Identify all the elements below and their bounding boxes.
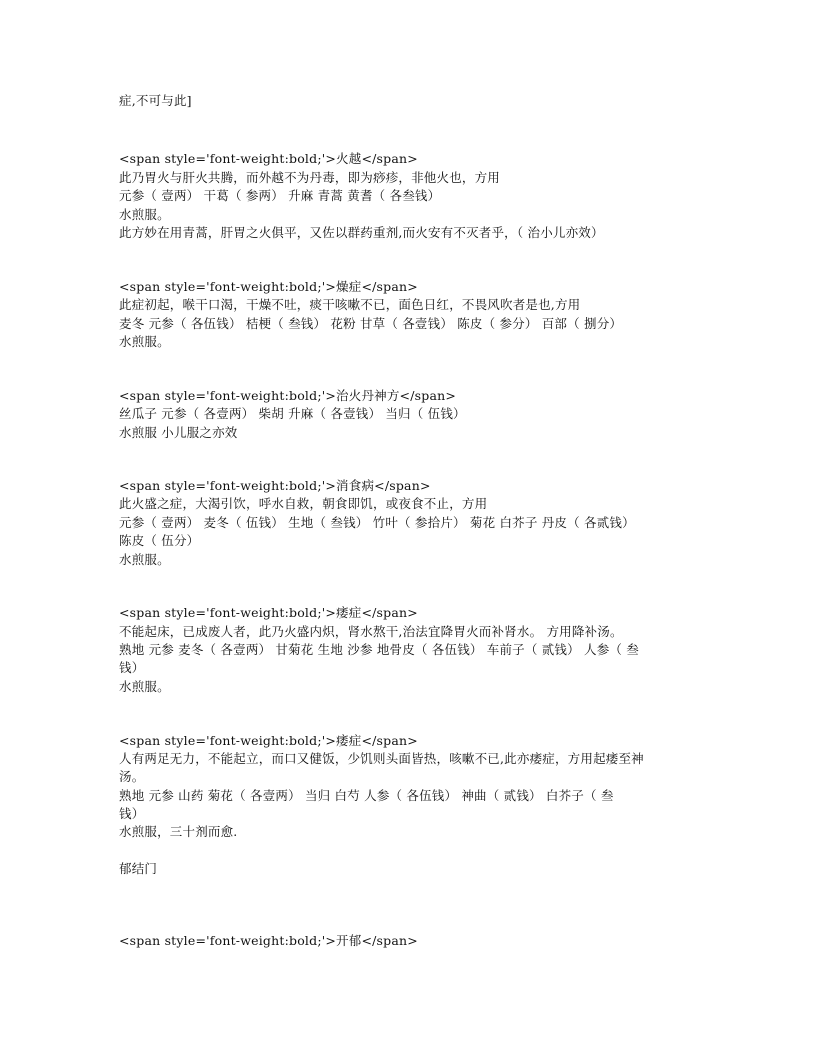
section-heading: <span style='font-weight:bold;'>火越</span> bbox=[119, 151, 418, 166]
section-heading: <span style='font-weight:bold;'>痿症</span> bbox=[119, 605, 418, 620]
text-line: 丝瓜子 元参（ 各壹两） 柴胡 升麻（ 各壹钱） 当归（ 伍钱） bbox=[119, 406, 466, 421]
text-line: 熟地 元参 麦冬（ 各壹两） 甘菊花 生地 沙参 地骨皮（ 各伍钱） 车前子（ 贰钱） 人参（ 叁 bbox=[119, 642, 639, 657]
text-line: 水煎服。 bbox=[119, 334, 170, 349]
chapter-title: 郁结门 bbox=[119, 861, 158, 876]
text-line: 此方妙在用青蒿，肝胃之火俱平，又佐以群药重剂,而火安有不灭者乎，（ 治小儿亦效） bbox=[119, 225, 604, 240]
text-line: 症,不可与此] bbox=[119, 93, 192, 108]
text-line: 人有两足无力，不能起立，而口又健饭，少饥则头面皆热，咳嗽不已,此亦痿症，方用起痿至神 bbox=[119, 751, 644, 766]
section-heading: <span style='font-weight:bold;'>开郁</span> bbox=[119, 933, 418, 948]
text-line: 陈皮（ 伍分） bbox=[119, 533, 200, 548]
text-line: 麦冬 元参（ 各伍钱） 桔梗（ 叁钱） 花粉 甘草（ 各壹钱） 陈皮（ 参分） 百部（ 捌分） bbox=[119, 316, 623, 331]
section-heading: <span style='font-weight:bold;'>痿症</span> bbox=[119, 733, 418, 748]
text-line: 水煎服。 bbox=[119, 207, 170, 222]
text-line: 元参（ 壹两） 麦冬（ 伍钱） 生地（ 叁钱） 竹叶（ 参拾片） 菊花 白芥子 丹皮（ 各贰钱） bbox=[119, 515, 635, 530]
text-line: 水煎服。 bbox=[119, 552, 170, 567]
text-line: 不能起床，已成废人者，此乃火盛内炽，肾水熬干,治法宜降胃火而补肾水。 方用降补汤。 bbox=[119, 624, 623, 639]
text-line: 水煎服 小儿服之亦效 bbox=[119, 425, 238, 440]
text-line: 钱） bbox=[119, 806, 145, 821]
text-line: 元参（ 壹两） 干葛（ 参两） 升麻 青蒿 黄耆（ 各叁钱） bbox=[119, 188, 441, 203]
text-line: 水煎服。 bbox=[119, 679, 170, 694]
text-line: 钱） bbox=[119, 660, 145, 675]
text-line: 水煎服，三十剂而愈. bbox=[119, 824, 238, 839]
text-line: 此乃胃火与肝火共腾，而外越不为丹毒，即为痧疹，非他火也，方用 bbox=[119, 170, 501, 185]
text-line: 汤。 bbox=[119, 769, 145, 784]
section-heading: <span style='font-weight:bold;'>消食病</span> bbox=[119, 478, 431, 493]
section-heading: <span style='font-weight:bold;'>治火丹神方</span> bbox=[119, 388, 457, 403]
text-line: 熟地 元参 山药 菊花（ 各壹两） 当归 白芍 人参（ 各伍钱） 神曲（ 贰钱） 白芥子（ 叁 bbox=[119, 788, 614, 803]
text-line: 此火盛之症，大渴引饮，呼水自救，朝食即饥，或夜食不止，方用 bbox=[119, 496, 488, 511]
section-heading: <span style='font-weight:bold;'>燥症</span> bbox=[119, 279, 418, 294]
text-line: 此症初起，喉干口渴，干燥不吐，痰干咳嗽不已，面色日红，不畏风吹者是也,方用 bbox=[119, 297, 581, 312]
